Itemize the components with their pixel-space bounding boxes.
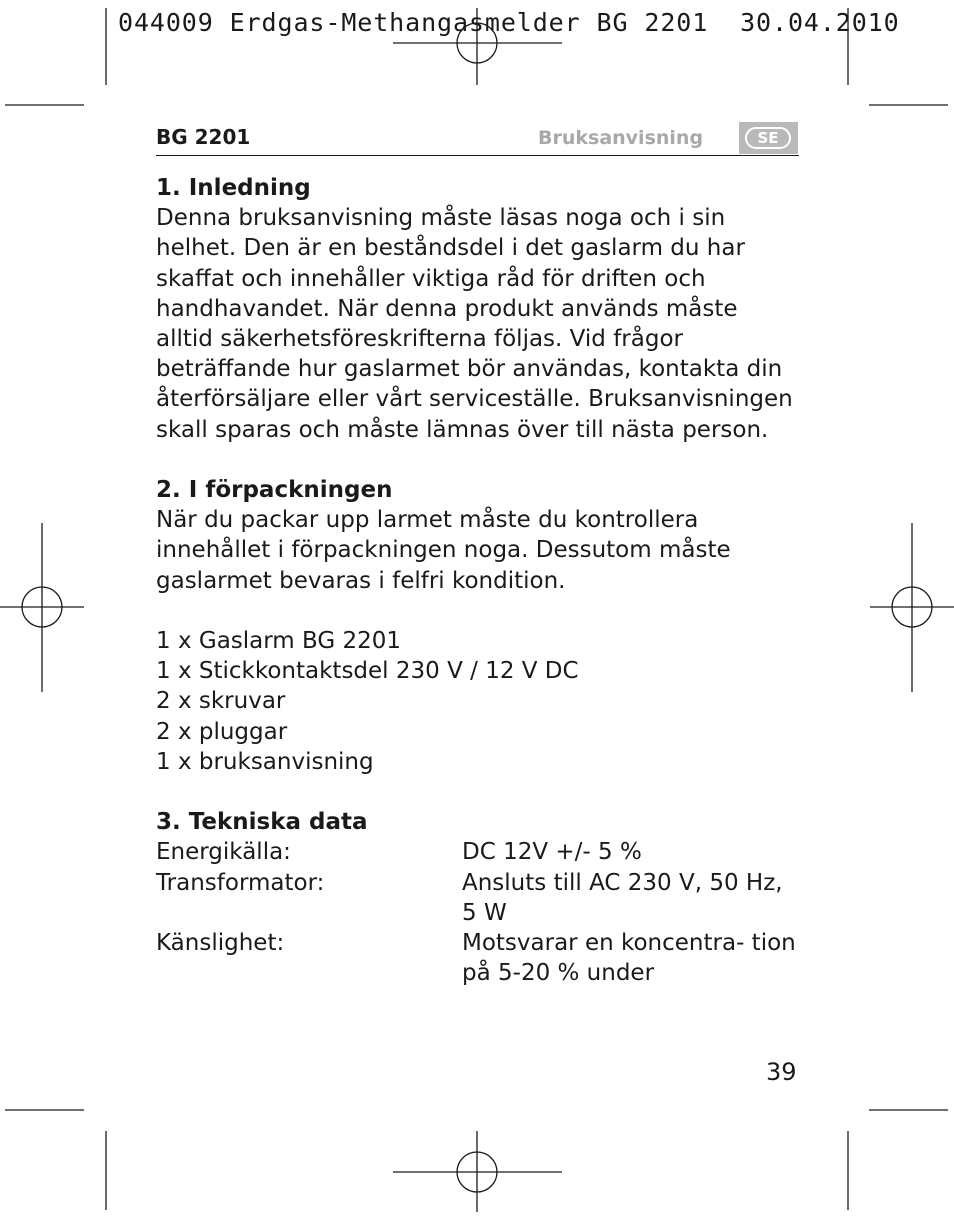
list-item: 1 x bruksanvisning [156,748,374,775]
print-slug: 044009 Erdgas-Methangasmelder BG 2201 30.04.2010 [118,8,900,37]
spec-value: DC 12V +/- 5 % [462,839,642,866]
language-badge-label: SE [745,127,791,149]
spec-value: Motsvarar en koncentra- tion på 5-20 % under [462,930,796,987]
list-item: 1 x Gaslarm BG 2201 [156,628,402,655]
spec-label: Känslighet: [156,930,285,957]
section-heading: 3. Tekniska data [156,809,368,836]
language-badge [739,122,798,154]
section-body: När du packar upp larmet måste du kontrollera innehållet i förpackningen noga. Dessutom måste gaslarmet bevaras i felfri kondition. [156,507,731,594]
spec-label: Energikälla: [156,839,291,866]
list-item: 2 x skruvar [156,688,286,715]
section-heading: 2. I förpackningen [156,477,393,504]
section-technical-data [156,807,796,988]
spec-table [156,837,796,988]
header-document-title: Bruksanvisning [538,127,704,149]
section-package-contents [156,475,796,777]
header-rule [156,155,799,156]
page-number: 39 [766,1058,797,1086]
spec-value: Ansluts till AC 230 V, 50 Hz, 5 W [462,869,783,926]
page-content [156,173,796,988]
list-item: 1 x Stickkontaktsdel 230 V / 12 V DC [156,658,579,685]
registration-target-right [870,523,954,692]
header-model: BG 2201 [156,125,251,149]
section-body: Denna bruksanvisning måste läsas noga och i sin helhet. Den är en beståndsdel i det gaslarm du har skaffat och innehåller viktiga råd för driften och handhavandet. När denna produkt används måste alltid säkerhetsföreskrifterna följas. Vid frågor beträffande hur gaslarmet bör användas, kontakta din återförsäljare eller vårt serviceställe. Bruksanvisningen skall sparas och måste lämnas över till nästa person. [156,205,793,443]
spec-label: Transformator: [156,869,325,896]
registration-target-left [0,523,84,692]
list-item: 2 x pluggar [156,718,288,745]
section-introduction [156,173,796,445]
registration-target-bottom [393,1131,562,1212]
section-heading: 1. Inledning [156,175,311,201]
contents-list [156,626,796,777]
